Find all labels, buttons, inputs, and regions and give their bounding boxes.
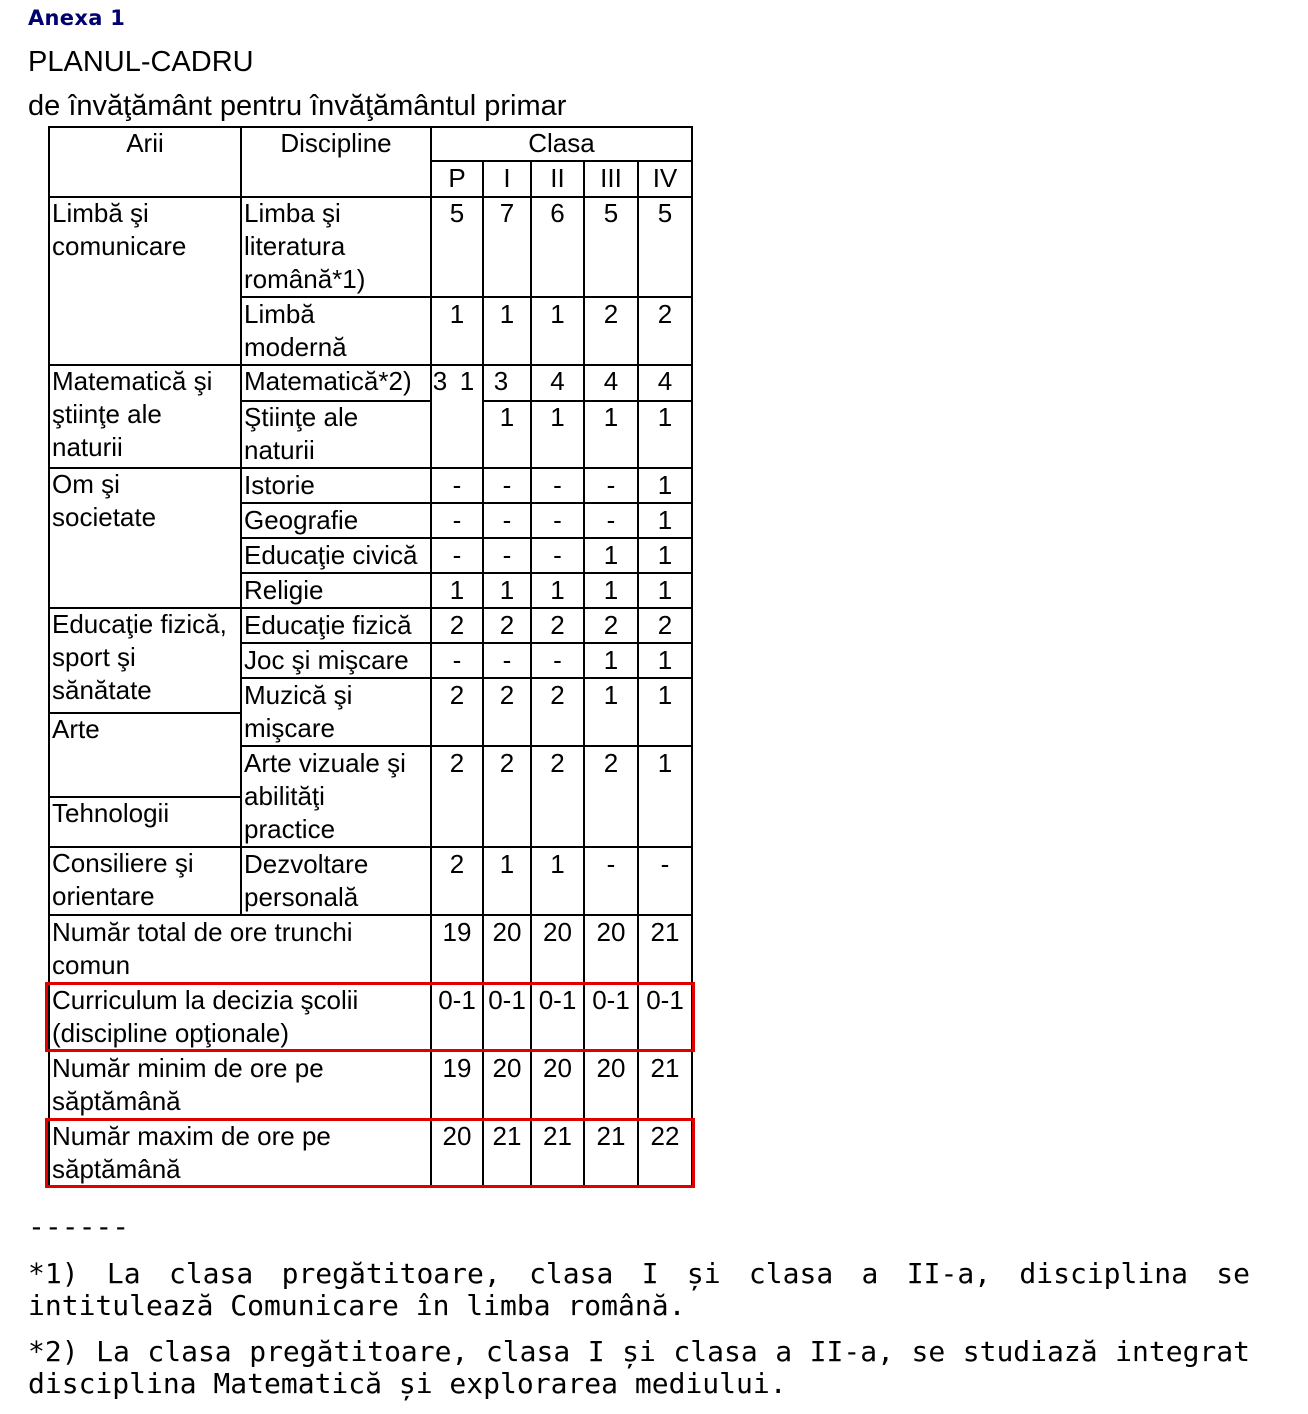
value-cell: 2 [449,849,465,879]
summary-value: 0-1 [438,985,476,1015]
summary-label: comun [52,950,131,980]
value-cell: 1 [657,680,673,710]
discipline-cell: Ştiinţe ale [244,402,359,432]
discipline-cell: Religie [244,575,324,605]
value-cell: - [452,540,462,570]
summary-value: 21 [596,1121,626,1151]
summary-value: 0-1 [538,985,577,1015]
summary-value: 0-1 [646,985,684,1015]
value-cell: 2 [449,610,465,640]
discipline-cell: Muzică şi [244,680,353,710]
value-cell: 1 [657,505,673,535]
summary-value: 0-1 [488,985,526,1015]
value-cell: - [452,470,462,500]
discipline-cell: Istorie [244,470,315,500]
value-cell: 6 [550,198,565,228]
header-discipline: Discipline [280,128,392,158]
value-cell: - [606,849,616,879]
value-cell: 2 [499,680,515,710]
value-cell: 4 [603,366,619,396]
summary-label: săptămână [52,1154,181,1184]
value-cell: 2 [550,748,565,778]
summary-value: 0-1 [592,985,630,1015]
header-clasa: Clasa [528,128,595,158]
area-cell: orientare [52,881,155,911]
area-cell: Om şi [52,469,120,499]
summary-value: 20 [492,917,522,947]
footnote-1: *1) La clasa pregătitoare, clasa I și clasa a II-a, disciplina se intitulează Comunicare în limba română. [28,1257,1250,1322]
annex-label: Anexa 1 [28,6,126,30]
header-class: I [503,163,511,193]
header-class: II [550,163,565,193]
value-cell: 1 [550,575,565,605]
value-cell: 1 [459,366,475,396]
summary-value: 20 [543,1053,572,1083]
area-cell: Arte [52,714,100,744]
value-cell: 5 [603,198,619,228]
summary-value: 20 [596,917,626,947]
header-class: P [448,163,466,193]
value-cell: 1 [499,299,515,329]
summary-value: 22 [650,1121,680,1151]
summary-value: 20 [543,917,572,947]
discipline-cell: personală [244,882,359,912]
discipline-cell: practice [244,814,336,844]
value-cell: 1 [449,575,465,605]
summary-value: 19 [442,917,472,947]
value-cell: 1 [499,402,515,432]
summary-value: 21 [543,1121,572,1151]
value-cell: 4 [657,366,673,396]
discipline-cell: Dezvoltare [244,849,369,879]
value-cell: - [502,470,512,500]
footnote-separator: ------ [28,1210,130,1243]
discipline-cell: Limba şi [244,198,341,228]
summary-value: 20 [442,1121,472,1151]
value-cell: 1 [657,645,673,675]
value-cell: 2 [603,299,619,329]
value-cell: 7 [499,198,515,228]
discipline-cell: naturii [244,435,315,465]
area-cell: Educaţie fizică, [52,609,227,639]
value-cell: 2 [603,610,619,640]
discipline-cell: Joc şi mişcare [244,645,409,675]
value-cell: - [606,505,616,535]
summary-label: (discipline opţionale) [52,1018,290,1048]
value-cell: 3 [432,366,448,396]
value-cell: 2 [550,680,565,710]
value-cell: - [606,470,616,500]
value-cell: 1 [603,645,619,675]
value-cell: 1 [603,575,619,605]
summary-value: 21 [650,917,680,947]
value-cell: 1 [550,299,565,329]
title-line-2: de învăţământ pentru învăţământul primar [28,90,567,122]
value-cell: 1 [657,748,673,778]
discipline-cell: Limbă [244,299,315,329]
value-cell: - [553,470,562,500]
area-cell: Matematică şi [52,366,213,396]
discipline-cell: Arte vizuale şi [244,748,406,778]
value-cell: - [660,849,670,879]
header-arii: Arii [126,128,164,158]
discipline-cell: modernă [244,332,347,362]
discipline-cell: literatura [244,231,346,261]
discipline-cell: română*1) [244,264,366,294]
discipline-cell: Educaţie fizică [244,610,412,640]
area-cell: sport şi [52,642,136,672]
value-cell: 3 [493,366,509,396]
value-cell: 1 [657,402,673,432]
area-cell: Tehnologii [52,798,170,828]
value-cell: 5 [449,198,465,228]
discipline-cell: mişcare [244,713,336,743]
value-cell: 1 [603,402,619,432]
value-cell: 1 [550,402,565,432]
value-cell: 2 [657,299,673,329]
value-cell: 1 [603,540,619,570]
value-cell: - [502,645,512,675]
value-cell: 1 [657,540,673,570]
summary-label: Curriculum la decizia şcolii [52,985,359,1015]
value-cell: - [553,505,562,535]
summary-value: 20 [492,1053,522,1083]
value-cell: 2 [499,610,515,640]
value-cell: 2 [657,610,673,640]
discipline-cell: abilităţi [244,781,325,811]
value-cell: 1 [499,849,515,879]
value-cell: - [502,505,512,535]
value-cell: 1 [550,849,565,879]
value-cell: 1 [499,575,515,605]
value-cell: 1 [657,575,673,605]
value-cell: - [553,540,562,570]
summary-value: 21 [492,1121,522,1151]
area-cell: naturii [52,432,123,462]
header-class: III [600,163,622,193]
header-class: IV [652,163,678,193]
value-cell: 2 [550,610,565,640]
discipline-cell: Geografie [244,505,359,535]
area-cell: ştiinţe ale [52,399,162,429]
value-cell: - [553,645,562,675]
discipline-cell: Matematică*2) [244,366,412,396]
value-cell: 2 [449,680,465,710]
title-line-1: PLANUL-CADRU [28,46,254,78]
area-cell: societate [52,502,157,532]
area-cell: Consiliere şi [52,848,194,878]
value-cell: 1 [603,680,619,710]
summary-label: Număr minim de ore pe [52,1053,324,1083]
value-cell: - [452,505,462,535]
value-cell: - [502,540,512,570]
value-cell: 4 [550,366,565,396]
summary-value: 19 [442,1053,472,1083]
value-cell: 1 [657,470,673,500]
highlight-box [45,982,695,1052]
value-cell: 2 [449,748,465,778]
value-cell: - [452,645,462,675]
summary-value: 20 [596,1053,626,1083]
value-cell: 1 [449,299,465,329]
area-cell: sănătate [52,675,152,705]
area-cell: comunicare [52,231,187,261]
discipline-cell: Educaţie civică [244,540,418,570]
summary-label: săptămână [52,1086,181,1116]
value-cell: 5 [657,198,673,228]
summary-label: Număr total de ore trunchi [52,917,353,947]
area-cell: Limbă şi [52,198,149,228]
highlight-box [45,1118,695,1188]
summary-label: Număr maxim de ore pe [52,1121,331,1151]
value-cell: 2 [603,748,619,778]
footnote-2: *2) La clasa pregătitoare, clasa I și clasa a II-a, se studiază integrat disciplina Matematică și explorarea mediului. [28,1335,1250,1400]
summary-value: 21 [650,1053,680,1083]
value-cell: 2 [499,748,515,778]
